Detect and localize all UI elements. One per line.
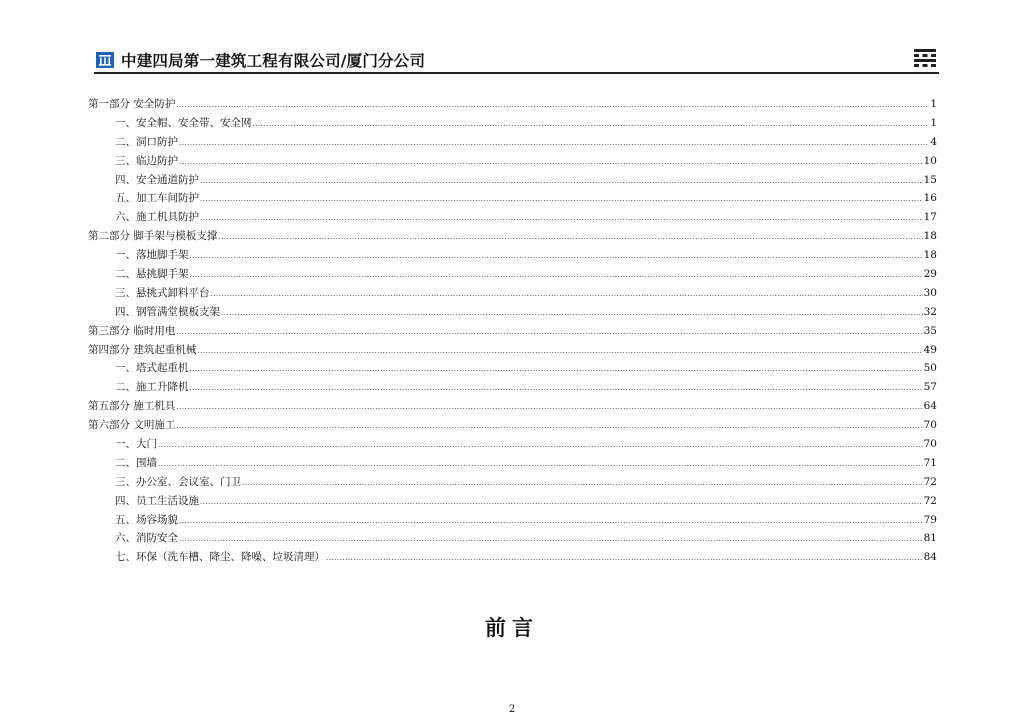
toc-entry-label: 二、洞口防护 bbox=[115, 135, 178, 148]
toc-dot-leader bbox=[200, 190, 923, 209]
toc-subsection-entry[interactable] bbox=[88, 378, 937, 397]
toc-subsection-entry[interactable] bbox=[88, 511, 937, 530]
toc-subsection-entry[interactable] bbox=[88, 246, 937, 265]
toc-dot-leader bbox=[200, 209, 923, 228]
toc-dot-leader bbox=[176, 96, 929, 115]
table-of-contents bbox=[88, 95, 937, 567]
toc-entry-label: 第六部分 文明施工 bbox=[88, 419, 176, 432]
toc-entry-label: 四、员工生活设施 bbox=[115, 494, 199, 507]
toc-section-entry[interactable] bbox=[88, 95, 937, 114]
toc-dot-leader bbox=[253, 115, 930, 134]
toc-entry-page-number: 64 bbox=[923, 400, 937, 413]
toc-entry-label: 第二部分 脚手架与模板支撑 bbox=[88, 230, 218, 243]
toc-entry-page-number: 17 bbox=[923, 211, 937, 224]
toc-dot-leader bbox=[221, 304, 923, 323]
toc-section-entry[interactable] bbox=[88, 322, 937, 341]
toc-entry-page-number: 10 bbox=[923, 154, 937, 167]
toc-entry-page-number: 70 bbox=[923, 438, 937, 451]
toc-dot-leader bbox=[190, 266, 923, 285]
toc-entry-page-number: 1 bbox=[930, 116, 937, 129]
toc-entry-label: 三、办公室、会议室、门卫 bbox=[115, 475, 241, 488]
toc-dot-leader bbox=[190, 379, 923, 398]
toc-subsection-entry[interactable] bbox=[88, 303, 937, 322]
toc-subsection-entry[interactable] bbox=[88, 114, 937, 133]
toc-dot-leader bbox=[179, 134, 929, 153]
toc-entry-page-number: 4 bbox=[930, 135, 937, 148]
toc-entry-label: 一、落地脚手架 bbox=[115, 249, 189, 262]
toc-subsection-entry[interactable] bbox=[88, 171, 937, 190]
page-header bbox=[94, 48, 939, 74]
toc-entry-page-number: 70 bbox=[923, 419, 937, 432]
toc-dot-leader bbox=[158, 455, 923, 474]
toc-entry-label: 一、大门 bbox=[115, 438, 157, 451]
toc-subsection-entry[interactable] bbox=[88, 435, 937, 454]
toc-entry-page-number: 72 bbox=[923, 494, 937, 507]
toc-entry-page-number: 71 bbox=[923, 456, 937, 469]
toc-entry-label: 第三部分 临时用电 bbox=[88, 324, 176, 337]
company-logo-icon bbox=[96, 52, 114, 68]
page-number: 2 bbox=[508, 704, 516, 715]
toc-entry-page-number: 1 bbox=[930, 98, 937, 110]
preface-title: 前言 bbox=[485, 616, 539, 640]
toc-subsection-entry[interactable] bbox=[88, 189, 937, 208]
company-name: 中建四局第一建筑工程有限公司/厦门分公司 bbox=[121, 52, 426, 70]
toc-dot-leader bbox=[158, 436, 923, 455]
toc-entry-label: 五、场容场貌 bbox=[115, 513, 178, 526]
toc-dot-leader bbox=[200, 172, 923, 191]
toc-section-entry[interactable] bbox=[88, 416, 937, 435]
toc-entry-label: 六、施工机具防护 bbox=[115, 211, 199, 224]
toc-entry-page-number: 81 bbox=[923, 532, 937, 545]
toc-entry-page-number: 18 bbox=[923, 249, 937, 262]
toc-entry-page-number: 15 bbox=[923, 173, 937, 186]
toc-dot-leader bbox=[179, 512, 923, 531]
stacked-bars-mark-icon bbox=[913, 48, 937, 70]
toc-entry-label: 第一部分 安全防护 bbox=[88, 98, 176, 110]
toc-section-entry[interactable] bbox=[88, 397, 937, 416]
toc-entry-label: 一、安全帽、安全带、安全网 bbox=[115, 116, 252, 129]
toc-entry-page-number: 72 bbox=[923, 475, 937, 488]
toc-dot-leader bbox=[176, 417, 922, 436]
toc-entry-page-number: 32 bbox=[923, 305, 937, 318]
toc-dot-leader bbox=[179, 530, 923, 549]
toc-subsection-entry[interactable] bbox=[88, 454, 937, 473]
toc-subsection-entry[interactable] bbox=[88, 492, 937, 511]
toc-subsection-entry[interactable] bbox=[88, 152, 937, 171]
toc-subsection-entry[interactable] bbox=[88, 208, 937, 227]
toc-entry-page-number: 35 bbox=[923, 324, 937, 337]
toc-entry-page-number: 50 bbox=[923, 362, 937, 375]
toc-subsection-entry[interactable] bbox=[88, 359, 937, 378]
toc-subsection-entry[interactable] bbox=[88, 265, 937, 284]
toc-entry-label: 第五部分 施工机具 bbox=[88, 400, 176, 413]
toc-dot-leader bbox=[242, 474, 923, 493]
toc-entry-page-number: 57 bbox=[923, 381, 937, 394]
toc-dot-leader bbox=[200, 493, 923, 512]
toc-section-entry[interactable] bbox=[88, 341, 937, 360]
toc-dot-leader bbox=[190, 247, 923, 266]
toc-section-entry[interactable] bbox=[88, 227, 937, 246]
toc-subsection-entry[interactable] bbox=[88, 548, 937, 567]
toc-dot-leader bbox=[211, 285, 923, 304]
toc-dot-leader bbox=[326, 549, 923, 568]
toc-entry-page-number: 16 bbox=[923, 192, 937, 205]
toc-entry-label: 二、围墙 bbox=[115, 456, 157, 469]
toc-entry-label: 三、临边防护 bbox=[115, 154, 178, 167]
toc-entry-label: 四、安全通道防护 bbox=[115, 173, 199, 186]
toc-subsection-entry[interactable] bbox=[88, 473, 937, 492]
toc-dot-leader bbox=[176, 323, 922, 342]
toc-subsection-entry[interactable] bbox=[88, 529, 937, 548]
toc-subsection-entry[interactable] bbox=[88, 284, 937, 303]
toc-entry-page-number: 79 bbox=[923, 513, 937, 526]
toc-dot-leader bbox=[179, 153, 923, 172]
toc-entry-label: 七、环保（洗车槽、降尘、降噪、垃圾清理） bbox=[115, 551, 325, 564]
toc-entry-label: 四、钢管满堂模板支架 bbox=[115, 305, 220, 318]
toc-entry-page-number: 49 bbox=[923, 343, 937, 356]
toc-subsection-entry[interactable] bbox=[88, 133, 937, 152]
toc-dot-leader bbox=[190, 360, 923, 379]
toc-entry-label: 一、塔式起重机 bbox=[115, 362, 189, 375]
toc-entry-page-number: 84 bbox=[923, 551, 937, 564]
toc-entry-page-number: 30 bbox=[923, 286, 937, 299]
toc-entry-page-number: 18 bbox=[923, 230, 937, 243]
toc-dot-leader bbox=[218, 228, 922, 247]
toc-entry-label: 二、悬挑脚手架 bbox=[115, 268, 189, 281]
toc-entry-label: 六、消防安全 bbox=[115, 532, 178, 545]
toc-entry-label: 三、悬挑式卸料平台 bbox=[115, 286, 210, 299]
toc-entry-label: 五、加工车间防护 bbox=[115, 192, 199, 205]
toc-dot-leader bbox=[197, 342, 922, 361]
toc-entry-page-number: 29 bbox=[923, 268, 937, 281]
toc-dot-leader bbox=[176, 398, 922, 417]
toc-entry-label: 第四部分 建筑起重机械 bbox=[88, 343, 197, 356]
toc-entry-label: 二、施工升降机 bbox=[115, 381, 189, 394]
